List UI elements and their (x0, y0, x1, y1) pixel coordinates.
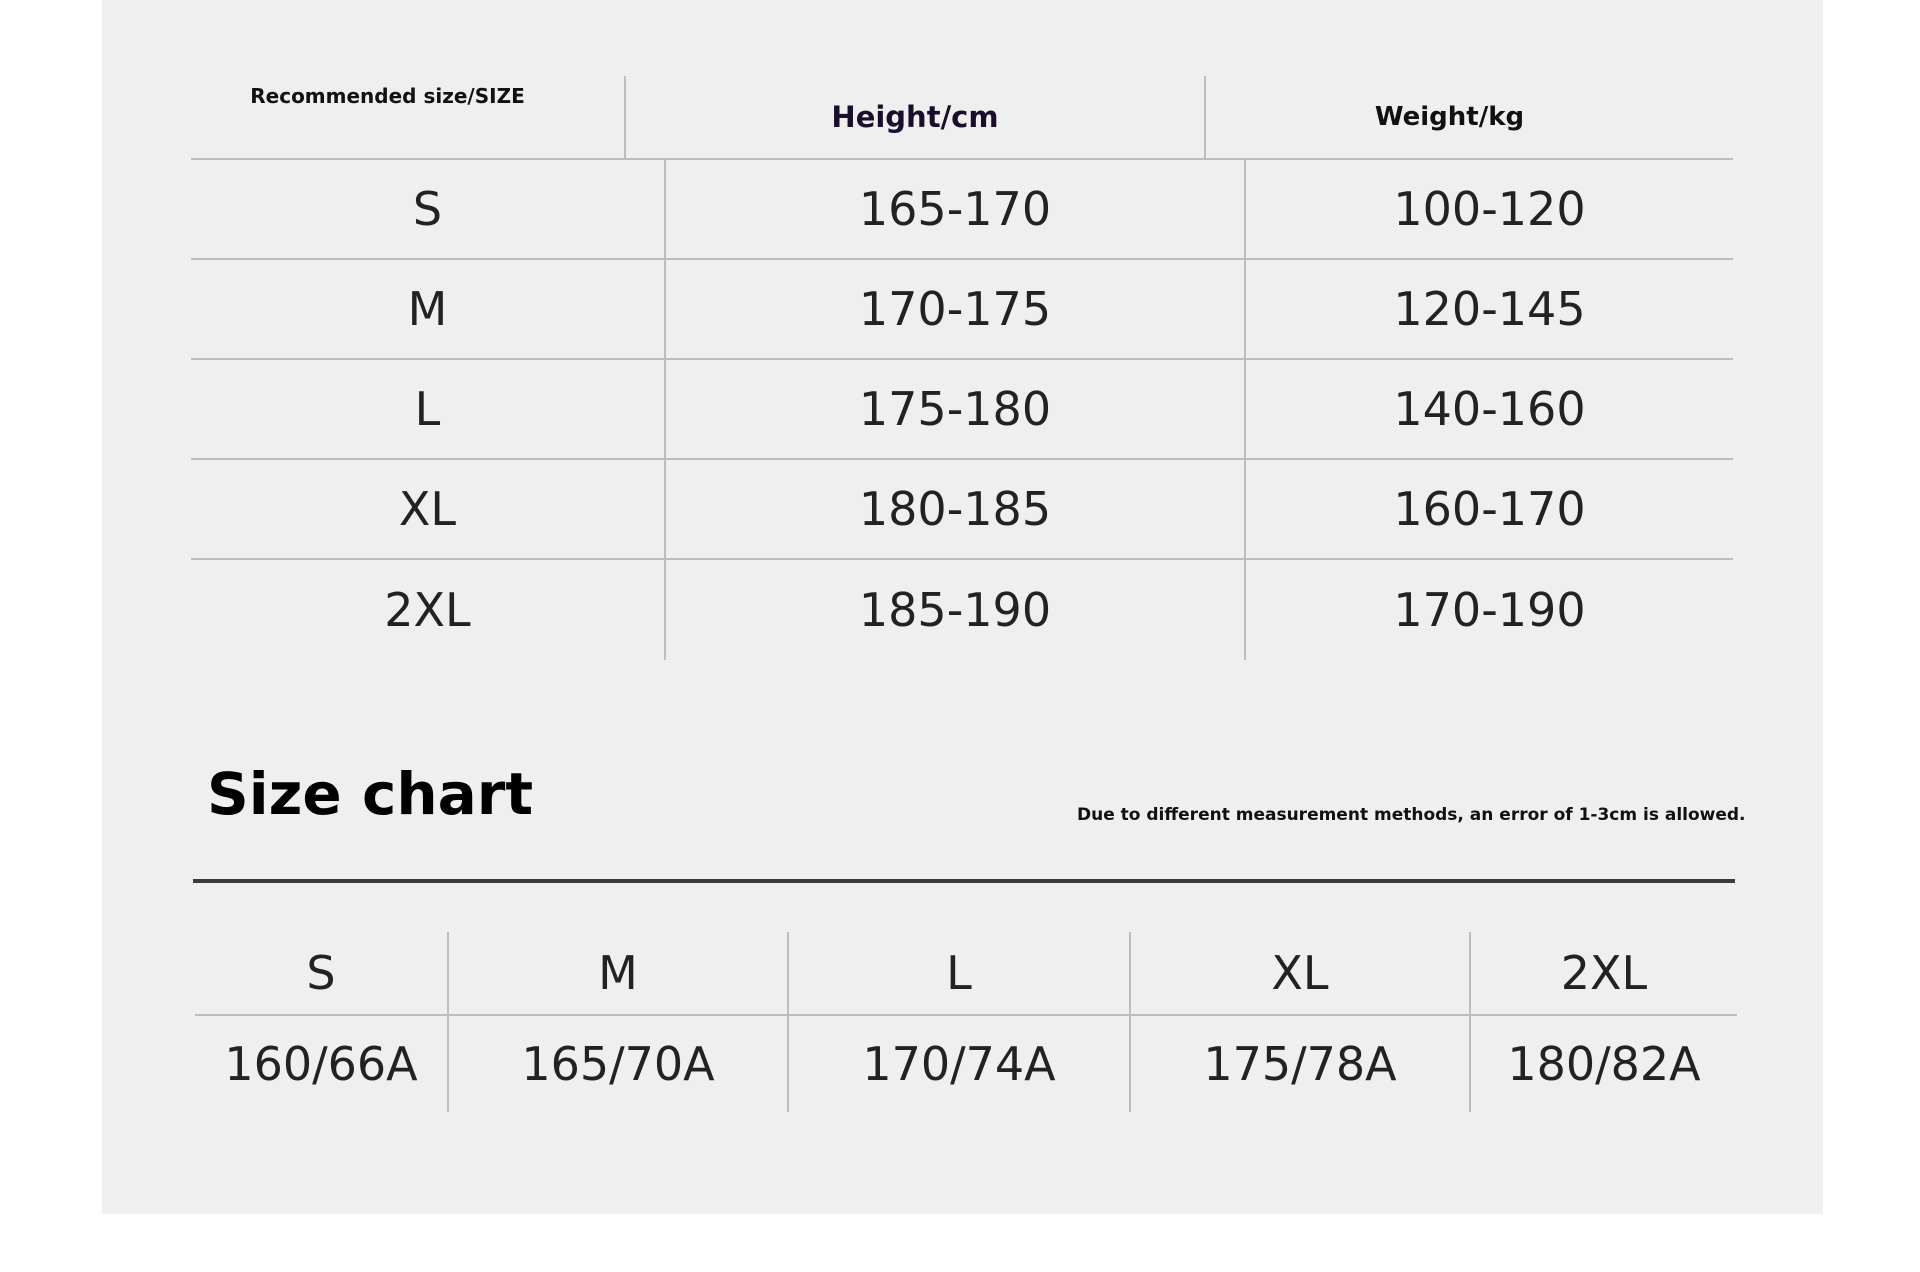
table-row (191, 360, 1733, 460)
height-cell: 180-185 (666, 460, 1246, 558)
weight-cell: 120-145 (1393, 282, 1586, 336)
size-label-cell: M (449, 932, 789, 1014)
size-cell: 2XL (191, 560, 666, 660)
size-cell: S (191, 160, 666, 258)
size-label-cell: L (789, 932, 1131, 1014)
size-chart-header-row (195, 932, 1737, 1016)
header-recommended-size: Recommended size/SIZE (151, 76, 626, 158)
size-chart-spec-row (195, 1016, 1737, 1112)
spec-cell: 180/82A (1507, 1037, 1701, 1091)
size-chart-title: Size chart (207, 760, 534, 828)
size-label-cell: S (195, 932, 449, 1014)
weight-cell: 100-120 (1393, 182, 1586, 236)
measurement-note: Due to different measurement methods, an error of 1-3cm is allowed. (1077, 805, 1746, 825)
spec-cell: 170/74A (789, 1016, 1131, 1112)
height-cell: 185-190 (666, 560, 1246, 660)
size-chart-table (195, 932, 1737, 1112)
height-cell: 175-180 (666, 360, 1246, 458)
header-height: Height/cm (626, 76, 1206, 158)
size-cell: M (191, 260, 666, 358)
weight-cell: 160-170 (1393, 482, 1586, 536)
divider (193, 879, 1735, 883)
spec-cell: 175/78A (1131, 1016, 1471, 1112)
size-label-cell: XL (1131, 932, 1471, 1014)
height-cell: 165-170 (666, 160, 1246, 258)
header-weight: Weight/kg (1374, 102, 1525, 132)
table-row (191, 460, 1733, 560)
size-cell: XL (191, 460, 666, 558)
size-label-cell: 2XL (1560, 946, 1648, 1000)
height-cell: 170-175 (666, 260, 1246, 358)
table-row (191, 560, 1733, 660)
spec-cell: 160/66A (195, 1016, 449, 1112)
spec-cell: 165/70A (449, 1016, 789, 1112)
weight-cell: 170-190 (1393, 583, 1586, 637)
table-row (191, 160, 1733, 260)
table-row (191, 260, 1733, 360)
weight-cell: 140-160 (1393, 382, 1586, 436)
recommended-size-header-row (191, 76, 1733, 160)
size-cell: L (191, 360, 666, 458)
recommended-size-table (191, 76, 1733, 660)
